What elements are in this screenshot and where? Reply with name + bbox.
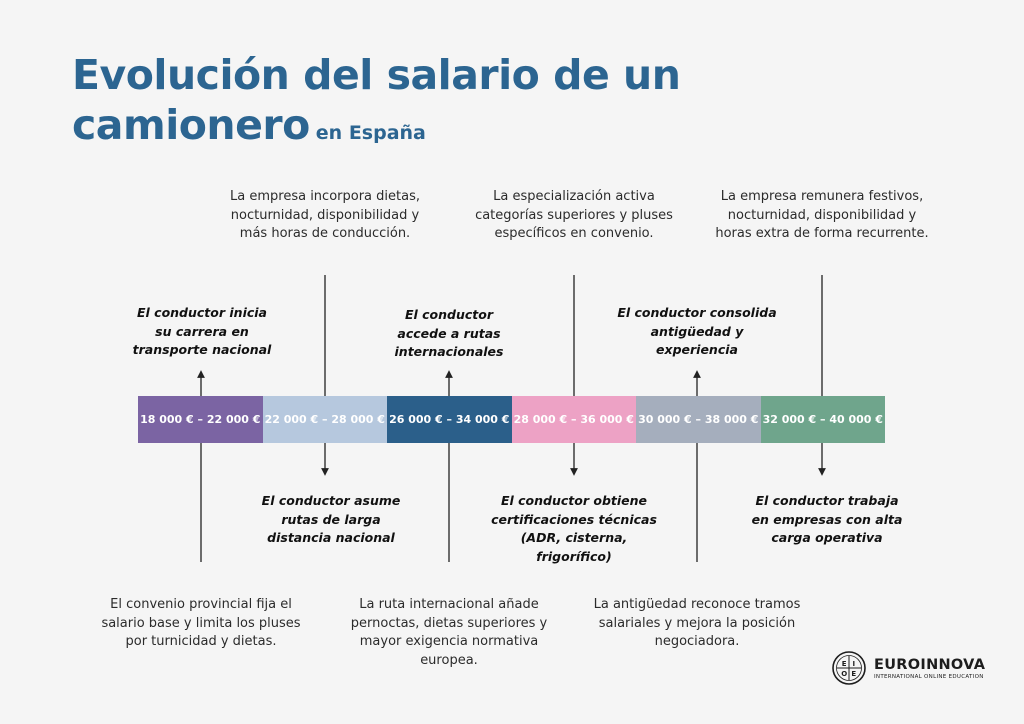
- euroinnova-seal-icon: [832, 651, 866, 685]
- svg-text:O: O: [841, 670, 848, 678]
- salary-segment-4: 28 000 € – 36 000 €: [512, 396, 637, 443]
- milestone-6: El conductor trabaja en empresas con alta carga operativa: [751, 493, 903, 545]
- note-3: La ruta internacional añade pernoctas, dietas superiores y mayor exigencia normativa europea.: [350, 597, 548, 668]
- title-subtitle: en España: [315, 122, 426, 144]
- note-5: La antigüedad reconoce tramos salariales y mejora la posición negociadora.: [593, 597, 801, 649]
- svg-text:E: E: [841, 660, 847, 668]
- salary-timeline-bar: [138, 396, 885, 443]
- title-line-2: camionero: [72, 101, 310, 149]
- milestone-5: El conductor consolida antigüedad y experiencia: [617, 305, 777, 357]
- salary-segment-2: 22 000 € – 28 000 €: [263, 396, 388, 443]
- milestone-4: El conductor obtiene certificaciones técnicas (ADR, cisterna, frigorífico): [491, 493, 657, 564]
- title-line-1: Evolución del salario de un: [72, 51, 681, 99]
- salary-segment-1: 18 000 € – 22 000 €: [138, 396, 263, 443]
- brand-logo: [832, 651, 985, 685]
- milestone-3: El conductor accede a rutas internacionales: [394, 307, 504, 359]
- salary-segment-5: 30 000 € – 38 000 €: [636, 396, 761, 443]
- milestone-2: El conductor asume rutas de larga distancia nacional: [261, 493, 401, 545]
- note-4: La especialización activa categorías superiores y pluses específicos en convenio.: [475, 189, 673, 241]
- svg-text:I: I: [852, 660, 856, 668]
- svg-text:E: E: [851, 670, 857, 678]
- milestone-1: El conductor inicia su carrera en transporte nacional: [132, 305, 272, 357]
- brand-name: EUROINNOVA: [874, 656, 986, 673]
- salary-segment-6: 32 000 € – 40 000 €: [761, 396, 886, 443]
- note-1: El convenio provincial fija el salario base y limita los pluses por turnicidad y dietas.: [101, 597, 301, 649]
- note-6: La empresa remunera festivos, nocturnidad, disponibilidad y horas extra de forma recurrente.: [715, 189, 929, 241]
- brand-tagline: INTERNATIONAL ONLINE EDUCATION: [874, 673, 984, 680]
- salary-segment-3: 26 000 € – 34 000 €: [387, 396, 512, 443]
- note-2: La empresa incorpora dietas, nocturnidad, disponibilidad y más horas de conducción.: [230, 189, 420, 241]
